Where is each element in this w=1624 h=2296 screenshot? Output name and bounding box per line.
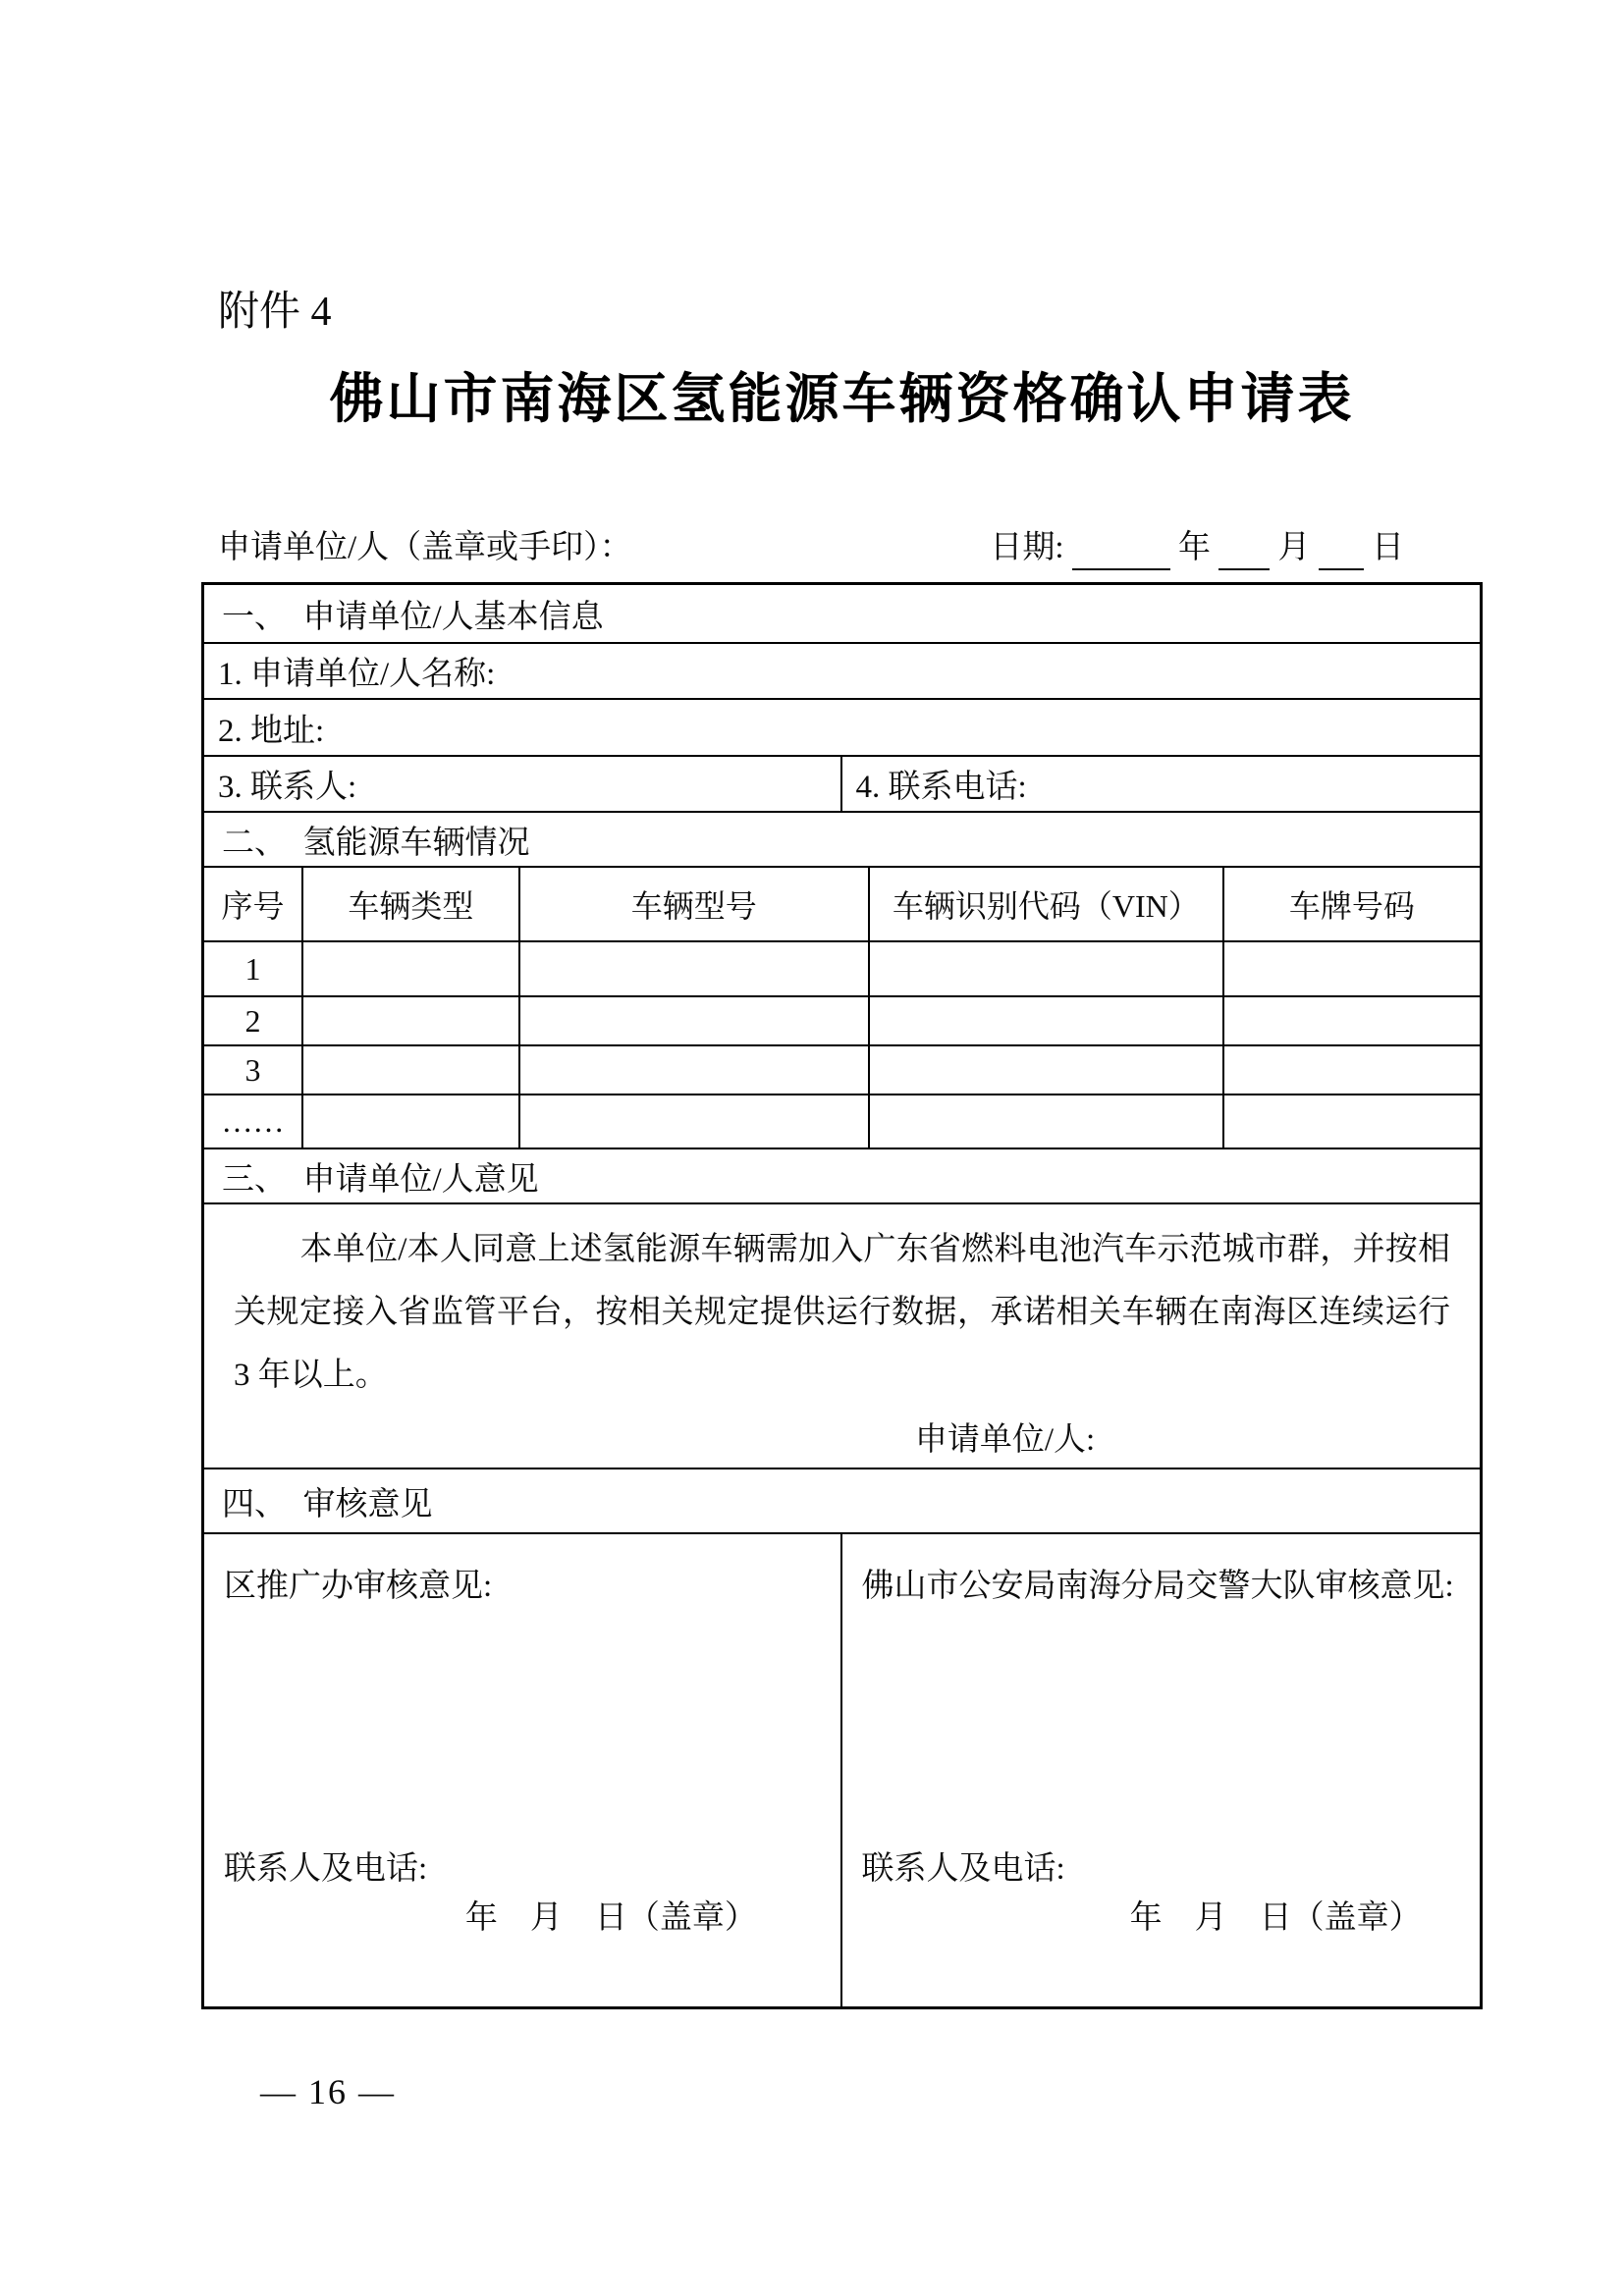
district-contact-label: 联系人及电话: bbox=[224, 1851, 428, 1887]
date-day-blank bbox=[1319, 535, 1364, 570]
col-header-vin: 车辆识别代码（VIN） bbox=[869, 867, 1223, 941]
vehicle-seq: …… bbox=[204, 1095, 302, 1148]
vehicle-row-2 bbox=[204, 996, 1480, 1045]
vehicle-seq: 3 bbox=[204, 1045, 302, 1095]
district-review-label: 区推广办审核意见: bbox=[224, 1569, 493, 1604]
form-title: 佛山市南海区氢能源车辆资格确认申请表 bbox=[329, 368, 1355, 429]
field-applicant-name: 1. 申请单位/人名称: bbox=[204, 642, 1480, 698]
district-stamp-date-line: 年 月 日（盖章） bbox=[464, 1900, 757, 1936]
vehicle-cell-empty bbox=[519, 1095, 869, 1148]
vehicle-cell-empty bbox=[869, 996, 1223, 1045]
vehicle-seq: 2 bbox=[204, 996, 302, 1045]
applicant-signature-label: 申请单位/人: bbox=[914, 1422, 1096, 1458]
col-header-vehicle-type: 车辆类型 bbox=[302, 867, 519, 941]
field-contact-phone: 4. 联系电话: bbox=[855, 770, 1027, 805]
applicant-seal-label: 申请单位/人（盖章或手印）： bbox=[218, 530, 632, 565]
section-1-header: 一、 申请单位/人基本信息 bbox=[222, 599, 604, 635]
page-number: — 16 — bbox=[260, 2072, 396, 2111]
contact-phone-row bbox=[204, 755, 1480, 811]
vehicle-cell-empty bbox=[519, 1045, 869, 1095]
traffic-police-contact-label: 联系人及电话: bbox=[861, 1851, 1065, 1887]
vehicle-row-more bbox=[204, 1095, 1480, 1148]
vehicle-cell-empty bbox=[869, 1095, 1223, 1148]
vehicle-cell-empty bbox=[519, 996, 869, 1045]
district-review-cell bbox=[204, 1534, 842, 2006]
attachment-label: 附件 4 bbox=[218, 290, 332, 335]
vehicle-cell-empty bbox=[302, 996, 519, 1045]
document-page bbox=[201, 0, 1483, 2113]
traffic-police-review-cell bbox=[842, 1534, 1481, 2006]
applicant-opinion-cell bbox=[204, 1202, 1480, 1468]
vehicle-table bbox=[204, 866, 1480, 1148]
review-row bbox=[204, 1532, 1480, 2006]
field-address: 2. 地址: bbox=[204, 698, 1480, 755]
vehicle-cell-empty bbox=[1223, 941, 1480, 996]
col-header-plate-number: 车牌号码 bbox=[1223, 867, 1480, 941]
col-header-seq: 序号 bbox=[204, 867, 302, 941]
month-label: 月 bbox=[1277, 530, 1311, 565]
section-3-header: 三、 申请单位/人意见 bbox=[204, 1148, 1480, 1202]
date-month-blank bbox=[1218, 535, 1270, 570]
traffic-police-stamp-date-line: 年 月 日（盖章） bbox=[1129, 1900, 1422, 1936]
vehicle-cell-empty bbox=[302, 1045, 519, 1095]
vehicle-table-header-row bbox=[204, 867, 1480, 941]
section-4-header: 四、 审核意见 bbox=[204, 1468, 1480, 1532]
vehicle-cell-empty bbox=[869, 941, 1223, 996]
col-header-vehicle-model: 车辆型号 bbox=[519, 867, 869, 941]
vehicle-cell-empty bbox=[869, 1045, 1223, 1095]
vehicle-cell-empty bbox=[1223, 996, 1480, 1045]
vehicle-cell-empty bbox=[302, 941, 519, 996]
opinion-text: 本单位/本人同意上述氢能源车辆需加入广东省燃料电池汽车示范城市群，并按相关规定接入省监管平台，按相关规定提供运行数据，承诺相关车辆在南海区连续运行 3 年以上。 bbox=[234, 1232, 1450, 1393]
vehicle-cell-empty bbox=[1223, 1045, 1480, 1095]
application-form-table bbox=[201, 582, 1483, 2009]
date-line bbox=[990, 525, 1404, 570]
vehicle-cell-empty bbox=[302, 1095, 519, 1148]
section-2-header: 二、 氢能源车辆情况 bbox=[204, 811, 1480, 866]
vehicle-row-3 bbox=[204, 1045, 1480, 1095]
field-contact-person: 3. 联系人: bbox=[204, 757, 842, 811]
form-header-row bbox=[201, 525, 1483, 570]
year-label: 年 bbox=[1178, 530, 1211, 565]
traffic-police-review-label: 佛山市公安局南海分局交警大队审核意见: bbox=[861, 1569, 1454, 1604]
day-label: 日 bbox=[1372, 530, 1404, 565]
vehicle-row-1 bbox=[204, 941, 1480, 996]
vehicle-seq: 1 bbox=[204, 941, 302, 996]
vehicle-cell-empty bbox=[1223, 1095, 1480, 1148]
vehicle-cell-empty bbox=[519, 941, 869, 996]
date-year-blank bbox=[1072, 535, 1170, 570]
date-label: 日期: bbox=[990, 530, 1064, 565]
